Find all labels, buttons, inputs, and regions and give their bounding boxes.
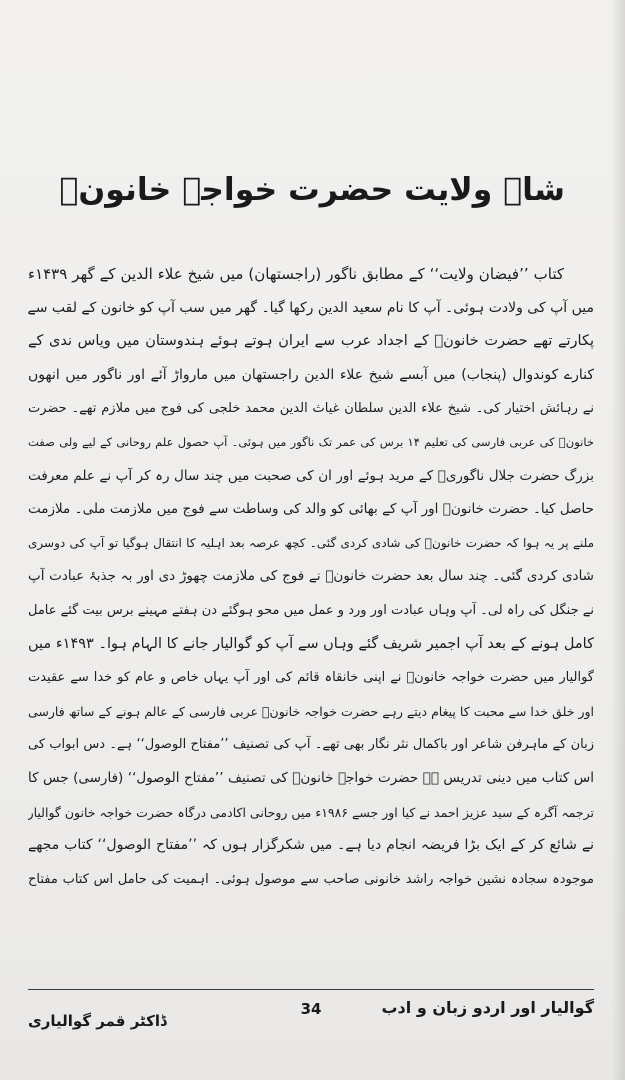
page-number: 34 <box>300 1000 322 1018</box>
text-line: خانونؒ کی عربی فارسی کی تعلیم ۱۴ برس کی عمر تک ناگور میں ہوئی۔ آپ حصول علم روحانی کے لیے ولی صفت <box>28 434 594 449</box>
text-line: اور خلق خدا سے محبت کا پیغام دیتے رہے حضرت خواجہ خانونؒ عربی فارسی کے عالم ہونے کے ساتھ فارسی <box>28 703 594 719</box>
footer-book-title: گوالیار اور اردو زبان و ادب <box>381 998 594 1017</box>
text-line: حاصل کیا۔ حضرت خانونؒ اور آپ کے بھائی کو والد کی وساطت سے فوج میں ملازمت ملی۔ ملازمت <box>28 501 594 518</box>
footer-divider <box>28 989 594 990</box>
text-line: شادی کردی گئی۔ چند سال بعد حضرت خانونؒ نے فوج کی ملازمت چھوڑ دی اور بہ جذبۂ عبادت آپ <box>28 568 594 585</box>
text-line: بزرگ حضرت جلال ناگوریؒ کے مرید ہوئے اور ان کی صحبت میں چند سال رہ کر آپ نے علم معرفت <box>28 467 594 484</box>
text-line: ملنے پر یہ ہوا کہ حضرت خانونؒ کی شادی کردی گئی۔ کچھ عرصہ بعد اہلیہ کا انتقال ہوگیا تو آپ کی دوسری <box>28 535 594 550</box>
text-line: کتاب ’’فیضان ولایت‘‘ کے مطابق ناگور (راجستھان) میں شیخ علاء الدین کے گھر ۱۴۳۹ء <box>28 265 564 283</box>
body-text <box>28 258 594 896</box>
text-line: پکارتے تھے حضرت خانونؒ کے اجداد عرب سے ایران ہوتے ہوئے ہندوستان میں ویاس ندی کے <box>28 333 594 350</box>
page-footer <box>28 998 594 1038</box>
page-title: شاہ ولایت حضرت خواجہ خانونؒ <box>59 172 565 208</box>
text-line: میں آپ کی ولادت ہوئی۔ آپ کا نام سعید الدین رکھا گیا۔ گھر میں سب آپ کو خانون کے لقب سے <box>28 299 594 316</box>
text-line: نے شائع کر کے ایک بڑا فریضہ انجام دیا ہے۔ میں شکرگزار ہوں کہ ’’مفتاح الوصول‘‘ کتاب مجھے <box>28 837 594 854</box>
text-line: ترجمہ آگرہ کے سید عزیز احمد نے کیا اور جسے ۱۹۸۶ء میں روحانی اکادمی درگاہ حضرت خواجہ خانون گوالیار <box>28 804 594 820</box>
text-line: کنارے کوندوال (پنجاب) میں آبسے شیخ علاء الدین راجستھان میں مارواڑ آئے اور ناگور میں انھوں <box>28 366 594 383</box>
text-line: اس کتاب میں دینی تدریس ہے حضرت خواجہ خانونؒ کی تصنیف ’’مفتاح الوصول‘‘ (فارسی) جس کا <box>28 769 594 786</box>
text-line: نے رہائش اختیار کی۔ شیخ علاء الدین سلطان غیاث الدین محمد خلجی کی فوج میں ملازم تھے۔ حضرت <box>28 401 594 417</box>
text-line: کامل ہونے کے بعد آپ اجمیر شریف گئے وہاں سے آپ کو گوالیار جانے کا الہام ہوا۔ ۱۴۹۳ء میں <box>28 635 594 652</box>
text-line: گوالیار میں حضرت خواجہ خانونؒ نے اپنی خانقاہ قائم کی اور آپ یہاں خاص و عام کو خدا سے عقیدت <box>28 670 594 686</box>
text-line: نے جنگل کی راہ لی۔ آپ وہاں عبادت اور ورد و عمل میں محو ہوگئے دن ہفتے مہینے برس بیت گئے عامل <box>28 602 594 618</box>
text-line: زبان کے ماہرفن شاعر اور باکمال نثر نگار بھی تھے۔ آپ کی تصنیف ’’مفتاح الوصول‘‘ ہے۔ دس ابواب کی <box>28 737 594 753</box>
footer-author: ڈاکٹر قمر گوالیاری <box>28 1012 167 1030</box>
text-line: موجودہ سجادہ نشین خواجہ راشد خانونی صاحب سے موصول ہوئی۔ اہمیت کی حامل اس کتاب مفتاح <box>28 871 594 887</box>
